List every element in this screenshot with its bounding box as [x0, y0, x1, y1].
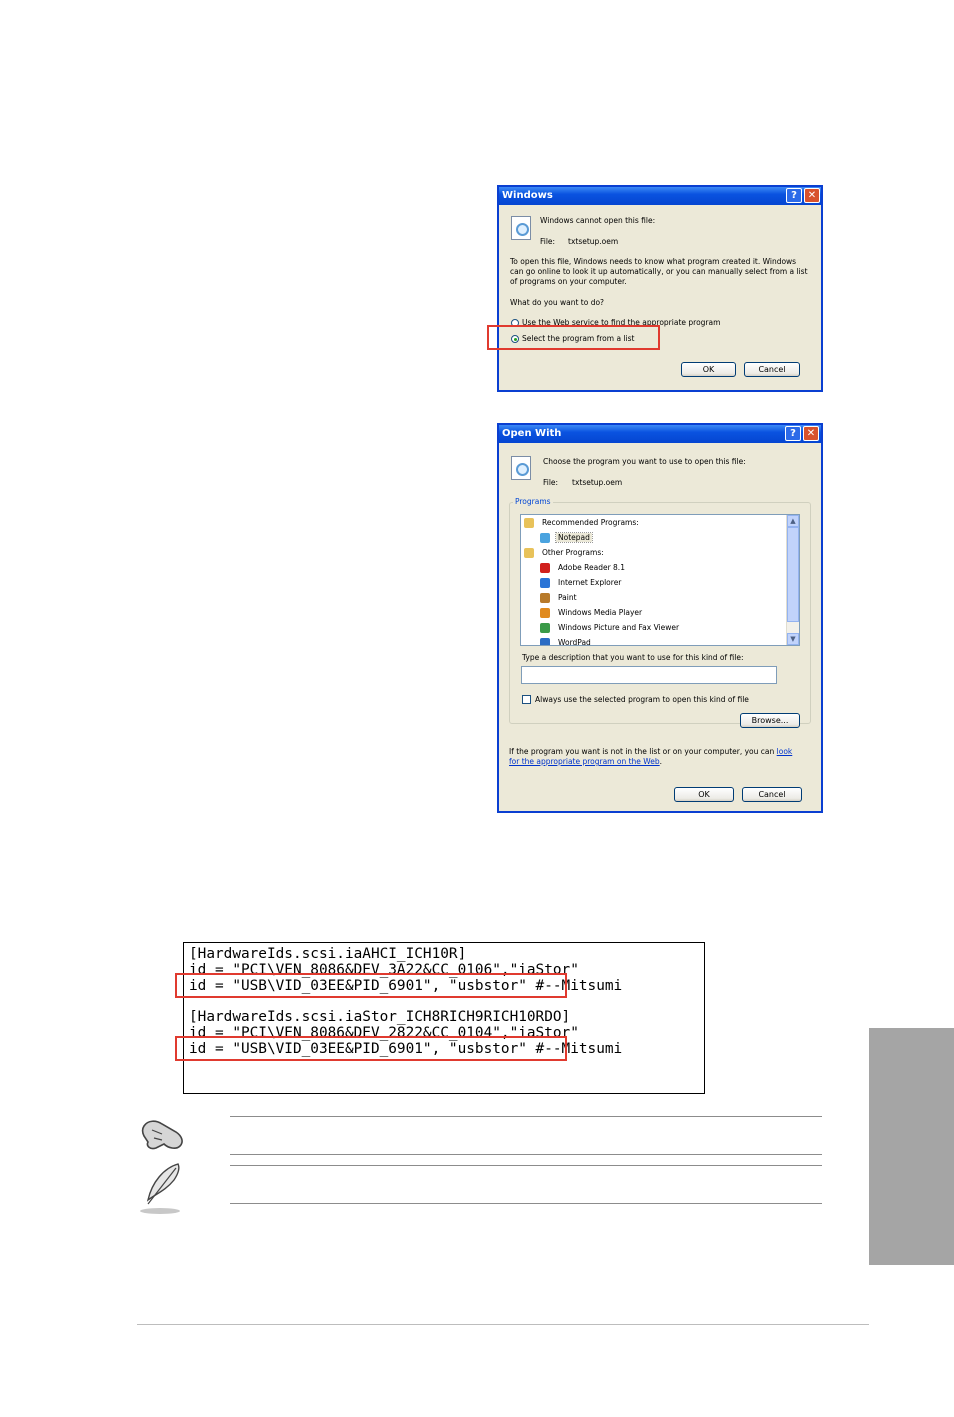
web-service-label[interactable]: Use the Web service to find the appropriate program: [522, 318, 721, 327]
description-label: Type a description that you want to use for this kind of file:: [522, 653, 744, 662]
scroll-thumb[interactable]: [787, 527, 799, 622]
program-label: WordPad: [558, 638, 591, 646]
program-label: Paint: [558, 593, 577, 602]
scroll-down-icon[interactable]: ▼: [787, 633, 799, 645]
program-label: Adobe Reader 8.1: [558, 563, 625, 572]
picture-viewer-icon: [540, 623, 550, 633]
folder-icon: [524, 548, 534, 558]
usb-id-highlight-2: [175, 1036, 567, 1061]
select-option-highlight: [487, 325, 660, 350]
help-button[interactable]: ?: [786, 188, 802, 203]
help-button[interactable]: ?: [785, 426, 801, 441]
ok-button[interactable]: OK: [674, 787, 734, 802]
note-rule-bottom-1: [230, 1154, 822, 1155]
usb-id-highlight-1: [175, 973, 567, 998]
program-list-item[interactable]: [540, 562, 627, 574]
program-list-item[interactable]: [524, 517, 641, 529]
browse-button[interactable]: Browse...: [740, 713, 800, 728]
paint-icon: [540, 593, 550, 603]
footer-period: .: [659, 757, 663, 766]
program-list-item[interactable]: [540, 532, 592, 544]
programs-scrollbar[interactable]: [786, 515, 799, 645]
feather-note-icon: [136, 1160, 190, 1216]
scroll-up-icon[interactable]: ▲: [787, 515, 799, 527]
file-name: txtsetup.oem: [572, 478, 623, 487]
program-label: Other Programs:: [542, 548, 604, 557]
unknown-file-icon: [511, 216, 531, 240]
program-list-item[interactable]: [524, 547, 606, 559]
always-use-checkbox[interactable]: [522, 695, 531, 704]
windows-dialog: [497, 185, 823, 392]
always-use-label[interactable]: Always use the selected program to open this kind of file: [535, 695, 749, 704]
ok-button[interactable]: OK: [681, 362, 736, 377]
question-text: What do you want to do?: [510, 298, 605, 307]
close-button[interactable]: ✕: [804, 188, 820, 203]
notepad-icon: [540, 533, 550, 543]
media-player-icon: [540, 608, 550, 618]
cancel-button[interactable]: Cancel: [744, 362, 800, 377]
code-line: [HardwareIds.scsi.iaStor_ICH8RICH9RICH10RDO]: [189, 1009, 571, 1025]
hand-note-icon: [138, 1112, 190, 1154]
program-label: Notepad: [558, 533, 590, 542]
program-label: Windows Picture and Fax Viewer: [558, 623, 680, 632]
note-rule-top-1: [230, 1116, 822, 1117]
code-line: id = "USB\VID_03EE&PID_6901", "usbstor" #--Mitsumi: [189, 978, 623, 994]
close-button[interactable]: ✕: [803, 426, 819, 441]
code-line: id = "PCI\VEN_8086&DEV_2822&CC_0104","iaStor": [189, 1025, 579, 1041]
code-line: id = "PCI\VEN_8086&DEV_3A22&CC_0106","iaStor": [189, 962, 579, 978]
programs-list[interactable]: [520, 514, 800, 646]
program-label: Recommended Programs:: [542, 518, 639, 527]
choose-program-message: Choose the program you want to use to open this file:: [543, 457, 746, 466]
cancel-button[interactable]: Cancel: [742, 787, 802, 802]
footer-link-web[interactable]: for the appropriate program on the Web: [509, 757, 660, 766]
note-rule-bottom-2: [230, 1203, 822, 1204]
unknown-file-icon: [511, 456, 531, 480]
code-line: [HardwareIds.scsi.iaAHCI_ICH10R]: [189, 946, 467, 962]
program-list-item[interactable]: [540, 637, 593, 646]
dialog-title: Open With: [502, 428, 562, 439]
dialog-titlebar: [499, 187, 821, 205]
description-input[interactable]: [521, 666, 777, 684]
program-list-item[interactable]: [540, 577, 623, 589]
file-label: File:: [543, 478, 559, 487]
dialog-title: Windows: [502, 190, 553, 201]
code-line: id = "USB\VID_03EE&PID_6901", "usbstor" #--Mitsumi: [189, 1041, 623, 1057]
txtsetup-code-excerpt: [183, 942, 705, 1094]
wordpad-icon: [540, 638, 550, 646]
folder-icon: [524, 518, 534, 528]
note-rule-top-2: [230, 1165, 822, 1166]
program-list-item[interactable]: [540, 592, 579, 604]
program-list-item[interactable]: [540, 622, 681, 634]
chapter-side-tab: [869, 1028, 954, 1265]
file-name: txtsetup.oem: [568, 237, 619, 246]
program-label: Internet Explorer: [558, 578, 622, 587]
footer-link-look[interactable]: look: [776, 747, 793, 756]
file-label: File:: [540, 237, 556, 246]
footer-text-line2: [509, 757, 662, 767]
programs-group-label: Programs: [515, 497, 551, 506]
footer-text-body: If the program you want is not in the list or on your computer, you can: [509, 747, 775, 756]
cannot-open-message: Windows cannot open this file:: [540, 216, 656, 225]
select-from-list-label[interactable]: Select the program from a list: [522, 334, 635, 343]
open-with-dialog: [497, 423, 823, 813]
footer-text: [509, 747, 792, 757]
program-label: Windows Media Player: [558, 608, 643, 617]
explanation-text: To open this file, Windows needs to know what program created it. Windows can go online to look it up automatically, or you can manually select from a list of programs on your computer.: [510, 257, 808, 286]
program-list-item[interactable]: [540, 607, 644, 619]
dialog-titlebar: [499, 425, 821, 443]
footer-rule: [137, 1324, 869, 1325]
adobe-reader-icon: [540, 563, 550, 573]
internet-explorer-icon: [540, 578, 550, 588]
